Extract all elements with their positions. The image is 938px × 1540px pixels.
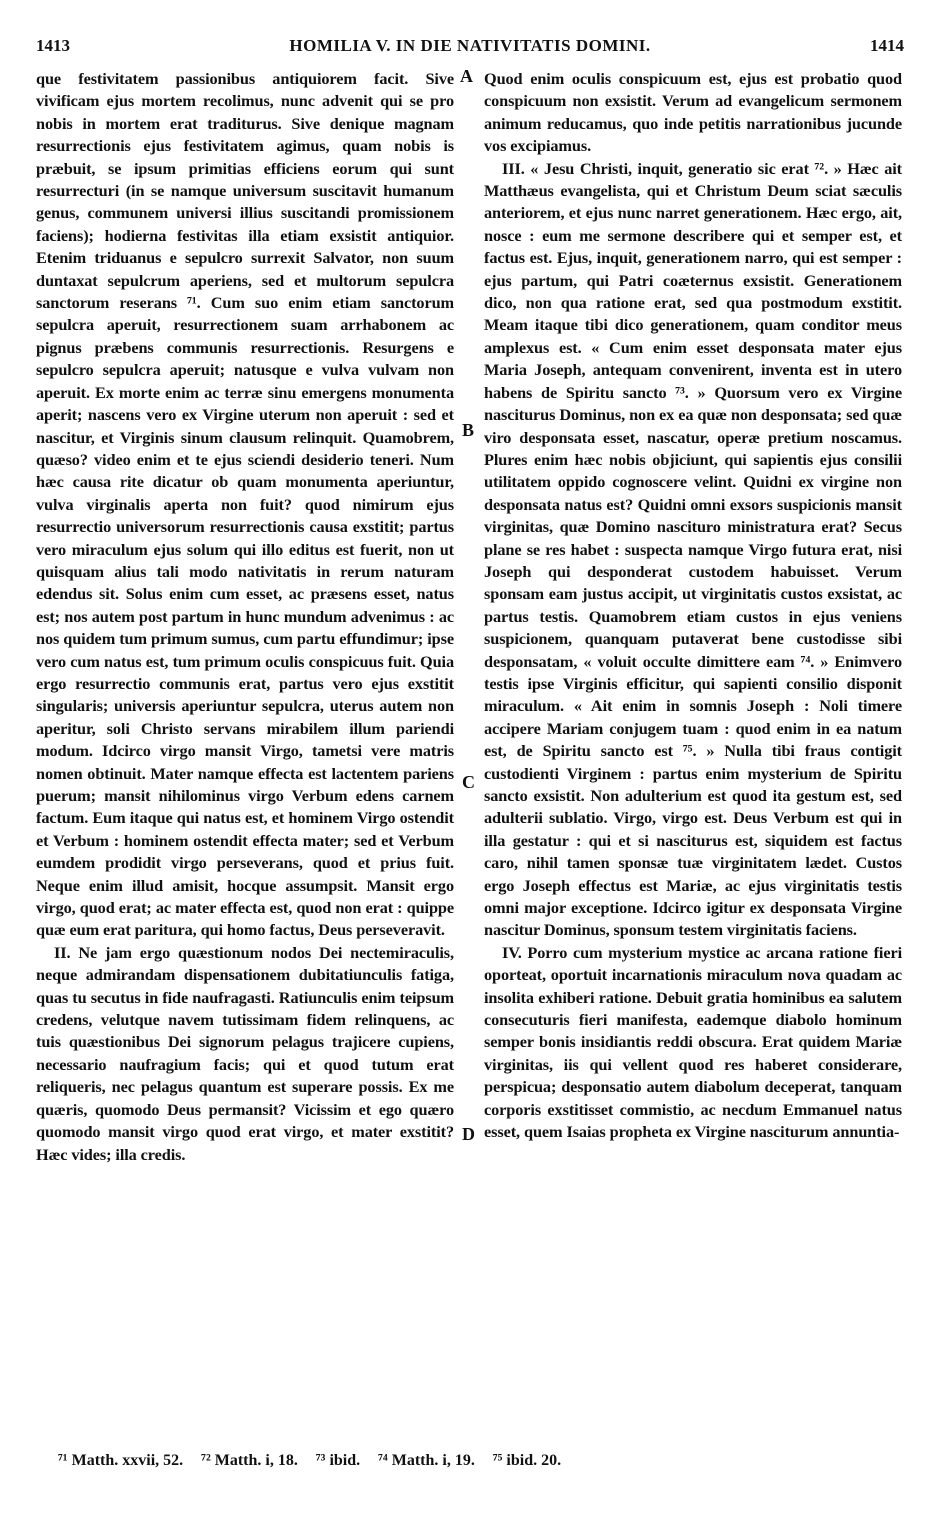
footnotes bbox=[58, 1452, 878, 1470]
margin-marker-c: C bbox=[462, 772, 475, 792]
footnote-71: ⁷¹ Matth. xxvii, 52. bbox=[58, 1452, 184, 1469]
footnote-75: ⁷⁵ ibid. 20. bbox=[492, 1452, 562, 1469]
page-number-left: 1413 bbox=[36, 36, 70, 55]
right-paragraph-2: III. « Jesu Christi, inquit, generatio sic erat ⁷². » Hæc ait Matthæus evangelista, qui et Christum Deum sciat sæculis anteriorem, et ejus nunc narret generationem. Hæc ergo, ait, nosce : eum me sermone describere qui et semper est, et factus est. Ejus, inquit, generationem narro, qui est semper : ejus partum, qui Patri coæternus exsistit. Generationem dico, non qua ratione erat, sed qua postmodum exstitit. Meam itaque tibi dico generationem, quam conditor meus amplexus est. « Cum enim esset desponsata mater ejus Maria Joseph, antequam convenirent, inventa est in utero habens de Spiritu sancto ⁷³. » Quorsum vero ex Virgine nasciturus Dominus, non ex ea quæ non desponsata; sed quæ viro desponsata esset, nascatur, operæ pretium noscamus. Plures enim hæc nobis objiciunt, qui sapientis ejus consilii utilitatem oppido cognoscere velint. Quidni ex virgine non desponsata natus est? Quidni omni exsors suspicionis mansit virginitas, quæ Domino nascituro ministratura erat? Secus plane se res habet : suspecta namque Virgo futura erat, nisi Joseph qui desponderat custodem habuisset. Verum sponsam eam justus accipit, ut virginitatis custos exsistat, ac partus testis. Quamobrem etiam custos in ejus veniens suspicionem, quanquam putaverat bene custodisse sibi desponsatam, « voluit occulte dimittere eam ⁷⁴. » Enimvero testis ipse Virginis efficitur, qui sapienti consilio disponit miraculum. « Ait enim in somnis Joseph : Noli timere accipere Mariam conjugem tuam : quod enim in ea natum est, de Spiritu sancto est ⁷⁵. » Nulla tibi fraus contigit custodienti Virginem : partus enim mysterium de Spiritu sancto exsistit. Non adulterium est quod ita gestum est, sed adulterii sublatio. Virgo, virgo est. Deus Verbum est qui in illa gestatur : qui et si nasciturus est, siquidem est factus caro, nihil tamen sponsæ tuæ virginitatem lædet. Custos ergo Joseph effectus est Mariæ, ac ejus virginitatis testis omni major exceptione. Idcirco igitur ex desponsata Virgine nascitur Dominus, sponsum testem virginitatis faciens. bbox=[484, 158, 902, 940]
left-paragraph-2: II. Ne jam ergo quæstionum nodos Dei nectemiraculis, neque admirandam dispensationem dubitatiunculis fatiga, quas tu secutus in fide naufragasti. Ratiunculis enim teipsum credens, velutque navem tutissimam fidem relinquens, ac tuis quæstionibus Dei signorum pelagus trajicere cupiens, necessario naufragium facis; qui et quod tutum erat reliqueris, nec pelagus quantum est superare possis. Ex me quæris, quomodo Deus permansit? Vicissim et ego quæro quomodo mansit virgo quod erat virgo, et mater exstitit? Hæc vides; illa credis. bbox=[36, 942, 454, 1164]
footnote-74: ⁷⁴ Matth. i, 19. bbox=[378, 1452, 475, 1469]
footnote-73: ⁷³ ibid. bbox=[315, 1452, 361, 1469]
running-title: HOMILIA V. IN DIE NATIVITATIS DOMINI. bbox=[289, 36, 651, 55]
right-paragraph-3: IV. Porro cum mysterium mystice ac arcana ratione fieri oporteat, oportuit incarnationis miraculum nova quadam ac insolita exhiberi ratione. Debuit gratia hominibus ea salutem consecuturis fieri manifesta, eademque diabolo hominum semper bonis insidiantis reddi obscura. Erat quidem Mariæ virginitas, iis qui vellent quod res haberet considerare, perspicua; desponsatio autem diabolum deceperat, tanquam corporis exstitisset commistio, ac necdum Emmanuel natus esset, quem Isaias propheta ex Virgine nasciturum annuntia- bbox=[484, 942, 902, 1142]
right-paragraph-1: Quod enim oculis conspicuum est, ejus est probatio quod conspicuum non exsistit. Verum ad evangelicum sermonem animum reducamus, quo inde petitis narrationibus jucunde vos excipiamus. bbox=[484, 69, 902, 156]
right-column bbox=[484, 68, 902, 1144]
left-paragraph-1: que festivitatem passionibus antiquiorem facit. Sive vivificam ejus mortem recolimus, nunc advenit qui se pro nobis in mortem erat traditurus. Sive denique magnam resurrectionis ejus festivitatem agimus, quam nobis is præbuit, se ipsum primitias efficiens eorum qui sunt resurrecturi (in se namque universum suscitavit humanum genus, communem universi illius suscitandi promissionem faciens); hodierna festivitas illa etiam exsistit antiquior. Etenim triduanus e sepulcro surrexit Salvator, non suum duntaxat sepulcrum aperiens, sed et multorum sepulcra sanctorum reserans ⁷¹. Cum suo enim etiam sanctorum sepulcra aperuit, resurrectionem suam arrhabonem ac pignus præbens communis resurrectionis. Resurgens e sepulcro sepulcra aperuit; natusque e vulva vulvam non aperuit. Ex morte enim ac terræ sinu emergens monumenta aperit; nascens vero ex Virgine uterum non aperuit : sed et nascitur, et Virginis sinum clausum relinquit. Quamobrem, quæso? video enim et te ejus sciendi desiderio teneri. Num hæc causa rite dicatur ob quam monumenta aperiuntur, vulva virginalis aperta non fuit? quod nimirum ejus resurrectio universorum resurrectionis causa exstitit; partus vero miraculum ejus solum qui illo editus est fuerit, non ut quisquam alius tali modo nativitatis in rerum naturam edendus sit. Solus enim cum esset, ac præsens esset, natus est; nos autem post partum in hunc mundum advenimus : ac nos quidem tum primum sumus, cum partu effundimur; ipse vero cum natus est, tum primum oculis conspicuus fuit. Quia ergo resurrectio communis erat, partus vero ejus exstitit singularis; universis aperiuntur sepulcra, uterus autem non aperitur, soli Christo servans mirabilem illum pariendi modum. Idcirco virgo mansit Virgo, tametsi vere matris nomen obtinuit. Mater namque effecta est lactentem pariens puerum; mansit nihilominus virgo Verbum edens carnem factum. Eum itaque qui natus est, et hominem Virgo ostendit et Verbum : hominem ostendit effecta mater; sed et Verbum eumdem prodidit virgo perseverans, quod et prius fuit. Neque enim illud amisit, hocque assumpsit. Mansit ergo virgo, quod erat; ac mater effecta est, quod non erat : quippe quæ eum erat paritura, qui homo factus, Deus perseveravit. bbox=[36, 69, 454, 940]
margin-marker-a: A bbox=[460, 66, 473, 86]
footnote-72: ⁷² Matth. i, 18. bbox=[201, 1452, 298, 1469]
left-column bbox=[36, 68, 454, 1166]
margin-marker-d: D bbox=[462, 1124, 475, 1144]
margin-marker-b: B bbox=[462, 420, 475, 440]
page-number-right: 1414 bbox=[870, 36, 904, 55]
page-header bbox=[36, 36, 904, 60]
